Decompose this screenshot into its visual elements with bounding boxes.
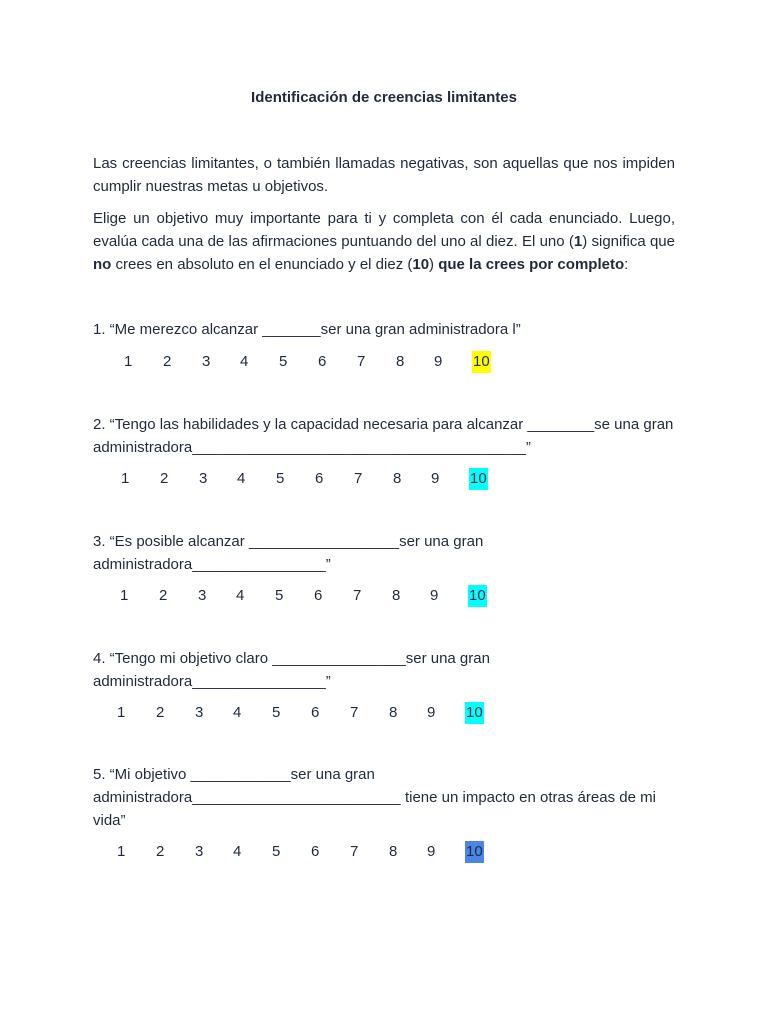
instructions-text: Elige un objetivo muy importante para ti y completa con él cada enunciado. Luego, evalúa cada una de las afirmaciones puntuando del uno al diez. El uno (: [93, 210, 675, 250]
rating-option-3[interactable]: 3: [195, 843, 204, 860]
rating-option-10[interactable]: 10: [469, 468, 488, 490]
instructions-text: crees en absoluto en el enunciado y el diez (: [111, 256, 413, 273]
rating-option-7[interactable]: 7: [350, 843, 359, 860]
rating-scale-4: [0, 702, 560, 724]
rating-option-8[interactable]: 8: [393, 470, 402, 487]
rating-option-8[interactable]: 8: [389, 704, 398, 721]
rating-option-9[interactable]: 9: [427, 843, 436, 860]
rating-option-4[interactable]: 4: [233, 843, 242, 860]
rating-option-6[interactable]: 6: [311, 843, 320, 860]
rating-option-3[interactable]: 3: [202, 353, 211, 370]
rating-option-10[interactable]: 10: [468, 585, 487, 607]
rating-option-1[interactable]: 1: [117, 843, 126, 860]
instructions-bold-no: no: [93, 256, 112, 273]
instructions-text: :: [624, 256, 629, 273]
rating-option-1[interactable]: 1: [117, 704, 126, 721]
rating-option-1[interactable]: 1: [121, 470, 130, 487]
rating-option-4[interactable]: 4: [236, 587, 245, 604]
rating-option-6[interactable]: 6: [315, 470, 324, 487]
rating-option-6[interactable]: 6: [318, 353, 327, 370]
rating-option-7[interactable]: 7: [350, 704, 359, 721]
rating-option-7[interactable]: 7: [357, 353, 366, 370]
rating-option-5[interactable]: 5: [275, 587, 284, 604]
document-title: Identificación de creencias limitantes: [251, 89, 517, 106]
instructions-bold-one: 1: [573, 233, 583, 250]
rating-option-2[interactable]: 2: [163, 353, 172, 370]
rating-option-3[interactable]: 3: [195, 704, 204, 721]
rating-option-4[interactable]: 4: [240, 353, 249, 370]
instructions-bold-end: que la crees por completo: [438, 256, 625, 273]
question-5: 5. “Mi objetivo ____________ser una gran administradora_________________________ tiene un impacto en otras áreas de mi vida”: [93, 766, 656, 829]
rating-option-4[interactable]: 4: [233, 704, 242, 721]
rating-scale-3: [0, 585, 560, 607]
rating-option-6[interactable]: 6: [314, 587, 323, 604]
question-4: 4. “Tengo mi objetivo claro ________________ser una gran administradora________________”: [93, 650, 490, 690]
question-1: 1. “Me merezco alcanzar _______ser una gran administradora l”: [93, 321, 521, 338]
rating-option-2[interactable]: 2: [159, 587, 168, 604]
rating-option-8[interactable]: 8: [392, 587, 401, 604]
question-2: 2. “Tengo las habilidades y la capacidad necesaria para alcanzar ________se una gran administradora________________________________________”: [93, 416, 674, 456]
rating-option-10[interactable]: 10: [472, 351, 491, 373]
instructions-bold-ten: 10: [412, 256, 430, 273]
rating-option-7[interactable]: 7: [354, 470, 363, 487]
rating-option-3[interactable]: 3: [198, 587, 207, 604]
rating-option-9[interactable]: 9: [427, 704, 436, 721]
rating-option-5[interactable]: 5: [276, 470, 285, 487]
rating-option-1[interactable]: 1: [124, 353, 133, 370]
instructions-text: ): [429, 256, 439, 273]
rating-option-1[interactable]: 1: [120, 587, 129, 604]
rating-option-8[interactable]: 8: [396, 353, 405, 370]
rating-scale-1: [0, 351, 560, 373]
intro-paragraph: Las creencias limitantes, o también llamadas negativas, son aquellas que nos impiden cumplir nuestras metas u objetivos.: [93, 155, 675, 195]
rating-option-5[interactable]: 5: [272, 843, 281, 860]
rating-option-6[interactable]: 6: [311, 704, 320, 721]
rating-option-8[interactable]: 8: [389, 843, 398, 860]
rating-scale-2: [0, 468, 560, 490]
rating-option-10[interactable]: 10: [465, 702, 484, 724]
rating-option-9[interactable]: 9: [431, 470, 440, 487]
rating-option-4[interactable]: 4: [237, 470, 246, 487]
rating-option-5[interactable]: 5: [279, 353, 288, 370]
rating-option-9[interactable]: 9: [434, 353, 443, 370]
rating-scale-5: [0, 841, 560, 863]
rating-option-2[interactable]: 2: [156, 704, 165, 721]
rating-option-3[interactable]: 3: [199, 470, 208, 487]
rating-option-2[interactable]: 2: [160, 470, 169, 487]
instructions-paragraph: [93, 207, 675, 276]
instructions-text: ) significa que: [582, 233, 675, 250]
rating-option-5[interactable]: 5: [272, 704, 281, 721]
question-3: 3. “Es posible alcanzar __________________ser una gran administradora________________”: [93, 533, 484, 573]
rating-option-10[interactable]: 10: [465, 841, 484, 863]
rating-option-2[interactable]: 2: [156, 843, 165, 860]
rating-option-9[interactable]: 9: [430, 587, 439, 604]
rating-option-7[interactable]: 7: [353, 587, 362, 604]
